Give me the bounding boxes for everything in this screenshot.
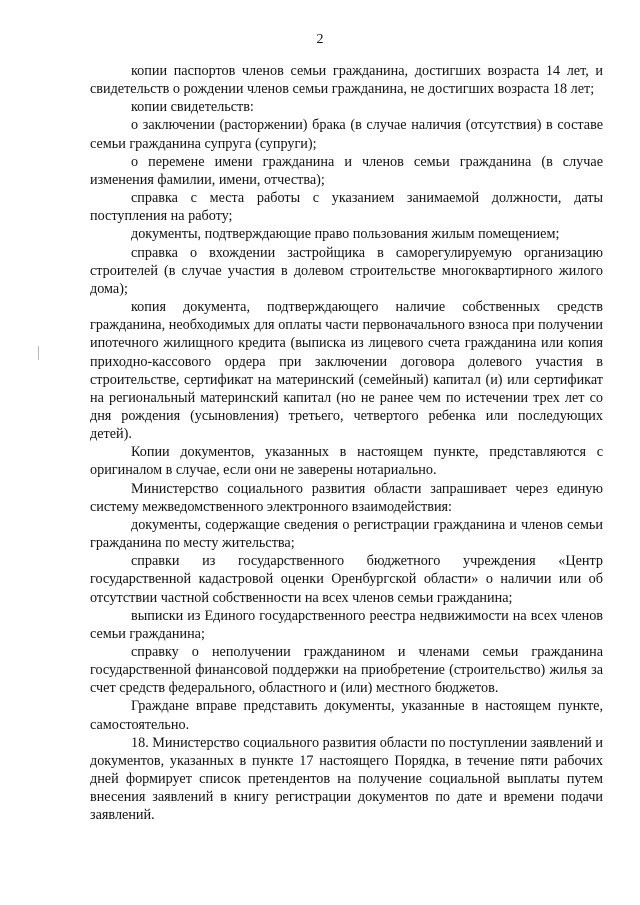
paragraph-passport-copies: копии паспортов членов семьи гражданина, достигших возраста 14 лет, и свидетельств о рождении членов семьи гражданина, не достигших возраста 18 лет; xyxy=(90,63,603,98)
paragraph-work-certificate: справка с места работы с указанием занимаемой должности, даты поступления на работу; xyxy=(90,190,603,225)
paragraph-name-change: о перемене имени гражданина и членов семьи гражданина (в случае изменения фамилии, имени, отчества); xyxy=(90,153,603,188)
document-body xyxy=(90,62,603,825)
paragraph-citizens-right: Граждане вправе представить документы, указанные в настоящем пункте, самостоятельно. xyxy=(90,698,603,733)
paragraph-item-18: 18. Министерство социального развития области по поступлении заявлений и документов, указанных в пункте 17 настоящего Порядка, в течение пяти рабочих дней формирует список претендентов на получение социальной выплаты путем внесения заявлений в книгу регистрации документов по дате и времени подачи заявлений. xyxy=(90,734,603,824)
paragraph-marriage: о заключении (расторжении) брака (в случае наличия (отсутствия) в составе семьи гражданина супруга (супруги); xyxy=(90,117,603,152)
paragraph-housing-right: документы, подтверждающие право пользования жилым помещением; xyxy=(131,226,560,243)
paragraph-certificate-copies: копии свидетельств: xyxy=(131,99,254,116)
paragraph-developer-sro: справка о вхождении застройщика в саморегулируемую организацию строителей (в случае участия в долевом строительстве многоквартирного жилого дома); xyxy=(90,244,603,297)
paragraph-ministry-requests: Министерство социального развития области запрашивает через единую систему межведомственного электронного взаимодействия: xyxy=(90,480,603,515)
paragraph-no-support: справку о неполучении гражданином и членами семьи гражданина государственной финансовой поддержки на приобретение (строительство) жилья за счет средств федерального, областного и (или) местного бюджетов. xyxy=(90,644,603,697)
paragraph-registration-docs: документы, содержащие сведения о регистрации гражданина и членов семьи гражданина по месту жительства; xyxy=(90,516,603,552)
paragraph-notarization: Копии документов, указанных в настоящем пункте, представляются с оригиналом в случае, если они не заверены нотариально. xyxy=(90,444,603,479)
paragraph-egrn-extracts: выписки из Единого государственного реестра недвижимости на всех членов семьи гражданина; xyxy=(90,607,603,642)
paragraph-own-funds: копия документа, подтверждающего наличие собственных средств гражданина, необходимых для оплаты части первоначального взноса при получении ипотечного жилищного кредита (выписка из лицевого счета гражданина или копия приходно-кассового ордера при заключении договора долевого участия в строительстве, сертификат на материнский (семейный) капитал (и) или сертификат на региональный материнский капитал (но не ранее чем по истечении трех лет со дня рождения (усыновления) третьего, четвертого ребенка или последующих детей). xyxy=(90,299,603,443)
page-number: 2 xyxy=(316,32,324,47)
paragraph-cadastral-certificates: справки из государственного бюджетного учреждения «Центр государственной кадастровой оценки Оренбургской области» о наличии или об отсутствии частной собственности на всех членов семьи гражданина; xyxy=(90,553,603,606)
margin-mark xyxy=(38,346,39,360)
